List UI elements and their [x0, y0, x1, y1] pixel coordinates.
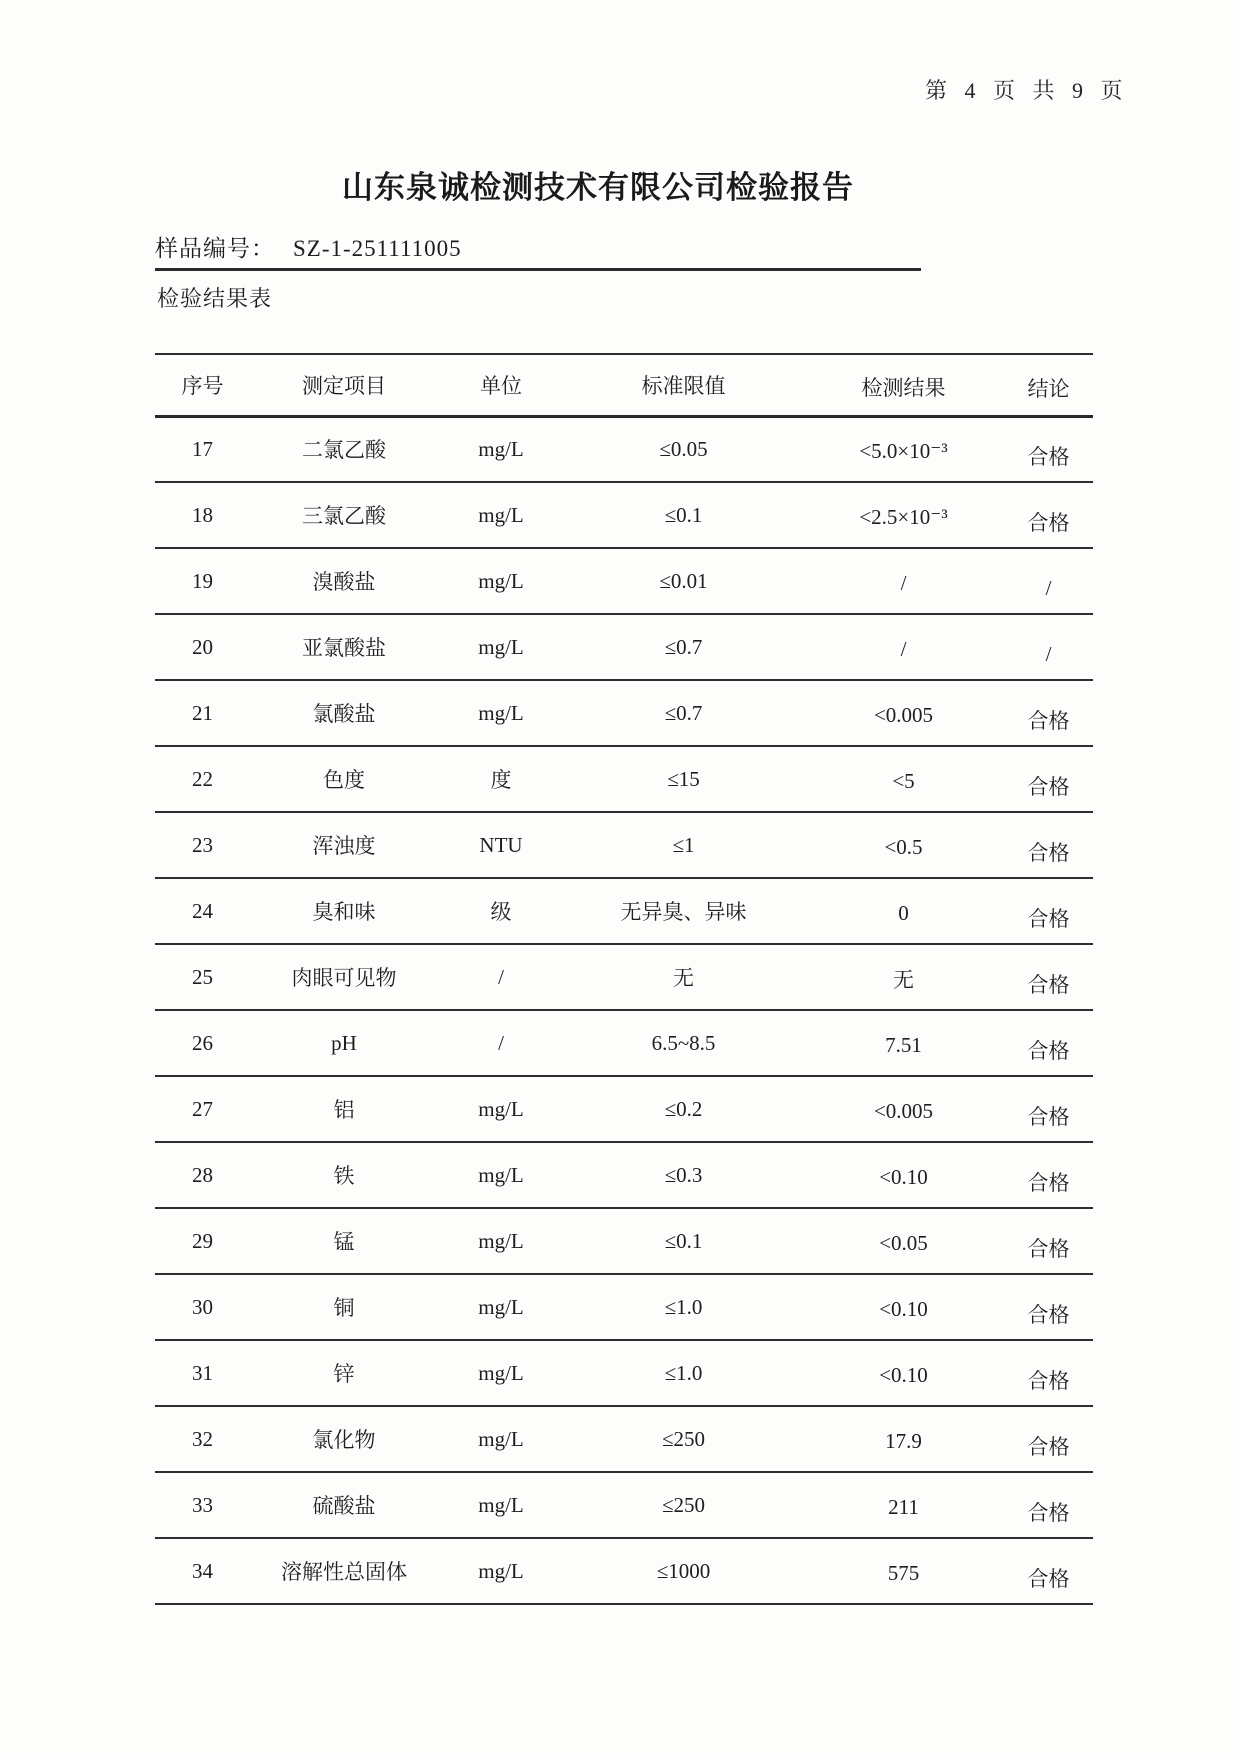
cell-conclusion: 合格	[1027, 1369, 1070, 1393]
table-row	[155, 878, 1093, 944]
cell-conclusion: /	[1045, 641, 1052, 666]
cell-limit: ≤1	[672, 832, 695, 857]
table-header-row	[155, 354, 1093, 416]
cell-result: <2.5×10⁻³	[859, 504, 948, 529]
cell-result: 0	[898, 900, 909, 925]
report-title: 山东泉诚检测技术有限公司检验报告	[342, 170, 854, 205]
cell-no: 29	[192, 1228, 213, 1253]
cell-item: 铁	[333, 1164, 355, 1188]
cell-limit: ≤1.0	[664, 1294, 703, 1319]
cell-result: 7.51	[885, 1032, 922, 1057]
cell-limit: ≤250	[661, 1492, 706, 1517]
cell-conclusion: 合格	[1027, 445, 1070, 470]
column-header-limit: 标准限值	[641, 373, 726, 398]
sample-number-line	[155, 230, 921, 271]
results-table	[155, 353, 1093, 1605]
cell-limit: ≤0.01	[659, 568, 708, 593]
cell-unit: mg/L	[478, 1096, 524, 1121]
cell-unit: mg/L	[478, 1492, 524, 1517]
table-row	[155, 1076, 1093, 1142]
cell-limit: ≤0.2	[664, 1096, 703, 1121]
cell-unit: mg/L	[478, 634, 524, 659]
cell-no: 17	[192, 436, 213, 461]
cell-unit: mg/L	[478, 1360, 524, 1385]
cell-result: /	[900, 636, 907, 661]
cell-item: 硫酸盐	[312, 1494, 376, 1518]
cell-result: <0.05	[879, 1230, 928, 1255]
cell-no: 27	[192, 1096, 213, 1121]
cell-no: 33	[192, 1492, 213, 1517]
table-row	[155, 1472, 1093, 1538]
cell-conclusion: 合格	[1027, 907, 1070, 931]
cell-unit: mg/L	[478, 1426, 524, 1451]
table-row	[155, 482, 1093, 548]
cell-limit: 无异臭、异味	[620, 900, 747, 924]
cell-limit: ≤0.3	[664, 1162, 703, 1187]
cell-no: 21	[192, 700, 213, 725]
sample-number-value: SZ-1-251111005	[293, 236, 462, 261]
cell-unit: mg/L	[478, 502, 524, 527]
cell-no: 24	[192, 898, 213, 923]
cell-result: <0.10	[879, 1296, 928, 1321]
cell-conclusion: 合格	[1027, 1039, 1070, 1063]
table-row	[155, 746, 1093, 812]
sample-number-label: 样品编号：	[155, 236, 275, 261]
cell-conclusion: 合格	[1027, 1237, 1070, 1261]
cell-no: 19	[192, 568, 213, 593]
cell-item: 氯化物	[312, 1428, 376, 1452]
cell-result: 211	[888, 1494, 919, 1519]
column-header-conclusion: 结论	[1027, 376, 1070, 401]
cell-unit: mg/L	[478, 568, 524, 593]
cell-result: 无	[893, 968, 914, 992]
cell-item: pH	[331, 1030, 357, 1055]
table-row	[155, 812, 1093, 878]
column-header-unit: 单位	[480, 373, 522, 398]
cell-limit: ≤0.7	[664, 634, 703, 659]
cell-no: 22	[192, 766, 213, 791]
cell-unit: /	[498, 964, 504, 989]
cell-conclusion: 合格	[1027, 775, 1070, 799]
cell-no: 18	[192, 502, 213, 527]
cell-item: 锌	[333, 1362, 355, 1386]
cell-limit: ≤0.05	[659, 436, 708, 461]
cell-result: <0.005	[873, 1098, 934, 1123]
table-row	[155, 416, 1093, 482]
cell-result: 575	[887, 1560, 920, 1585]
cell-conclusion: /	[1045, 575, 1052, 600]
cell-unit: NTU	[479, 832, 523, 857]
table-row	[155, 548, 1093, 614]
column-header-result: 检测结果	[861, 375, 946, 400]
cell-unit: 级	[490, 900, 512, 924]
cell-conclusion: 合格	[1027, 1567, 1070, 1591]
cell-result: <0.5	[884, 834, 923, 859]
results-table-body	[155, 416, 1093, 1604]
cell-limit: ≤250	[661, 1426, 706, 1451]
cell-item: 臭和味	[312, 900, 376, 924]
table-row	[155, 1274, 1093, 1340]
cell-no: 23	[192, 832, 213, 857]
cell-unit: mg/L	[478, 1162, 524, 1187]
table-row	[155, 1340, 1093, 1406]
cell-conclusion: 合格	[1027, 1171, 1070, 1195]
cell-result: 17.9	[885, 1428, 922, 1453]
column-header-item: 测定项目	[302, 373, 386, 398]
table-row	[155, 1208, 1093, 1274]
cell-result: <0.10	[879, 1362, 928, 1387]
cell-conclusion: 合格	[1027, 1105, 1070, 1129]
results-table-title: 检验结果表	[157, 286, 273, 311]
cell-no: 30	[192, 1294, 213, 1319]
cell-limit: ≤0.1	[664, 1228, 703, 1253]
cell-unit: mg/L	[478, 1558, 524, 1583]
cell-no: 34	[192, 1558, 213, 1583]
cell-conclusion: 合格	[1027, 973, 1070, 997]
table-row	[155, 944, 1093, 1010]
column-header-no: 序号	[181, 373, 224, 398]
cell-result: <0.10	[879, 1164, 928, 1189]
cell-item: 肉眼可见物	[291, 966, 397, 990]
cell-limit: 6.5~8.5	[651, 1030, 716, 1055]
table-row	[155, 1010, 1093, 1076]
cell-result: <0.005	[873, 702, 934, 727]
table-row	[155, 614, 1093, 680]
cell-unit: mg/L	[478, 1228, 524, 1253]
cell-unit: /	[498, 1030, 504, 1055]
cell-result: /	[900, 570, 907, 595]
table-row	[155, 1538, 1093, 1604]
table-row	[155, 1142, 1093, 1208]
cell-unit: 度	[490, 768, 512, 792]
cell-limit: ≤0.1	[664, 502, 703, 527]
cell-limit: ≤1.0	[664, 1360, 703, 1385]
cell-item: 三氯乙酸	[302, 504, 386, 528]
table-row	[155, 680, 1093, 746]
cell-limit: 无	[673, 966, 694, 990]
cell-conclusion: 合格	[1027, 1501, 1070, 1525]
table-row	[155, 1406, 1093, 1472]
cell-conclusion: 合格	[1027, 709, 1070, 733]
cell-limit: ≤15	[667, 766, 700, 791]
cell-item: 溶解性总固体	[281, 1560, 407, 1584]
cell-item: 溴酸盐	[312, 570, 376, 594]
cell-no: 20	[192, 634, 213, 659]
cell-item: 氯酸盐	[312, 702, 376, 726]
cell-unit: mg/L	[478, 436, 524, 461]
cell-item: 二氯乙酸	[302, 438, 386, 463]
cell-no: 25	[192, 964, 213, 989]
cell-item: 铜	[333, 1296, 355, 1320]
cell-conclusion: 合格	[1027, 511, 1070, 535]
cell-unit: mg/L	[478, 700, 524, 725]
cell-limit: ≤0.7	[664, 700, 703, 725]
cell-conclusion: 合格	[1027, 1303, 1070, 1327]
cell-no: 31	[192, 1360, 213, 1385]
cell-item: 浑浊度	[312, 834, 376, 858]
cell-result: <5	[892, 768, 915, 793]
cell-no: 32	[192, 1426, 213, 1451]
cell-limit: ≤1000	[656, 1558, 711, 1583]
cell-item: 亚氯酸盐	[302, 636, 386, 660]
cell-no: 28	[192, 1162, 213, 1187]
cell-conclusion: 合格	[1027, 1435, 1070, 1459]
cell-conclusion: 合格	[1027, 841, 1070, 865]
cell-unit: mg/L	[478, 1294, 524, 1319]
cell-item: 锰	[333, 1230, 355, 1254]
cell-item: 铝	[333, 1098, 355, 1122]
cell-item: 色度	[323, 768, 365, 792]
page-number: 第 4 页 共 9 页	[925, 78, 1129, 103]
cell-result: <5.0×10⁻³	[859, 438, 948, 463]
cell-no: 26	[192, 1030, 213, 1055]
